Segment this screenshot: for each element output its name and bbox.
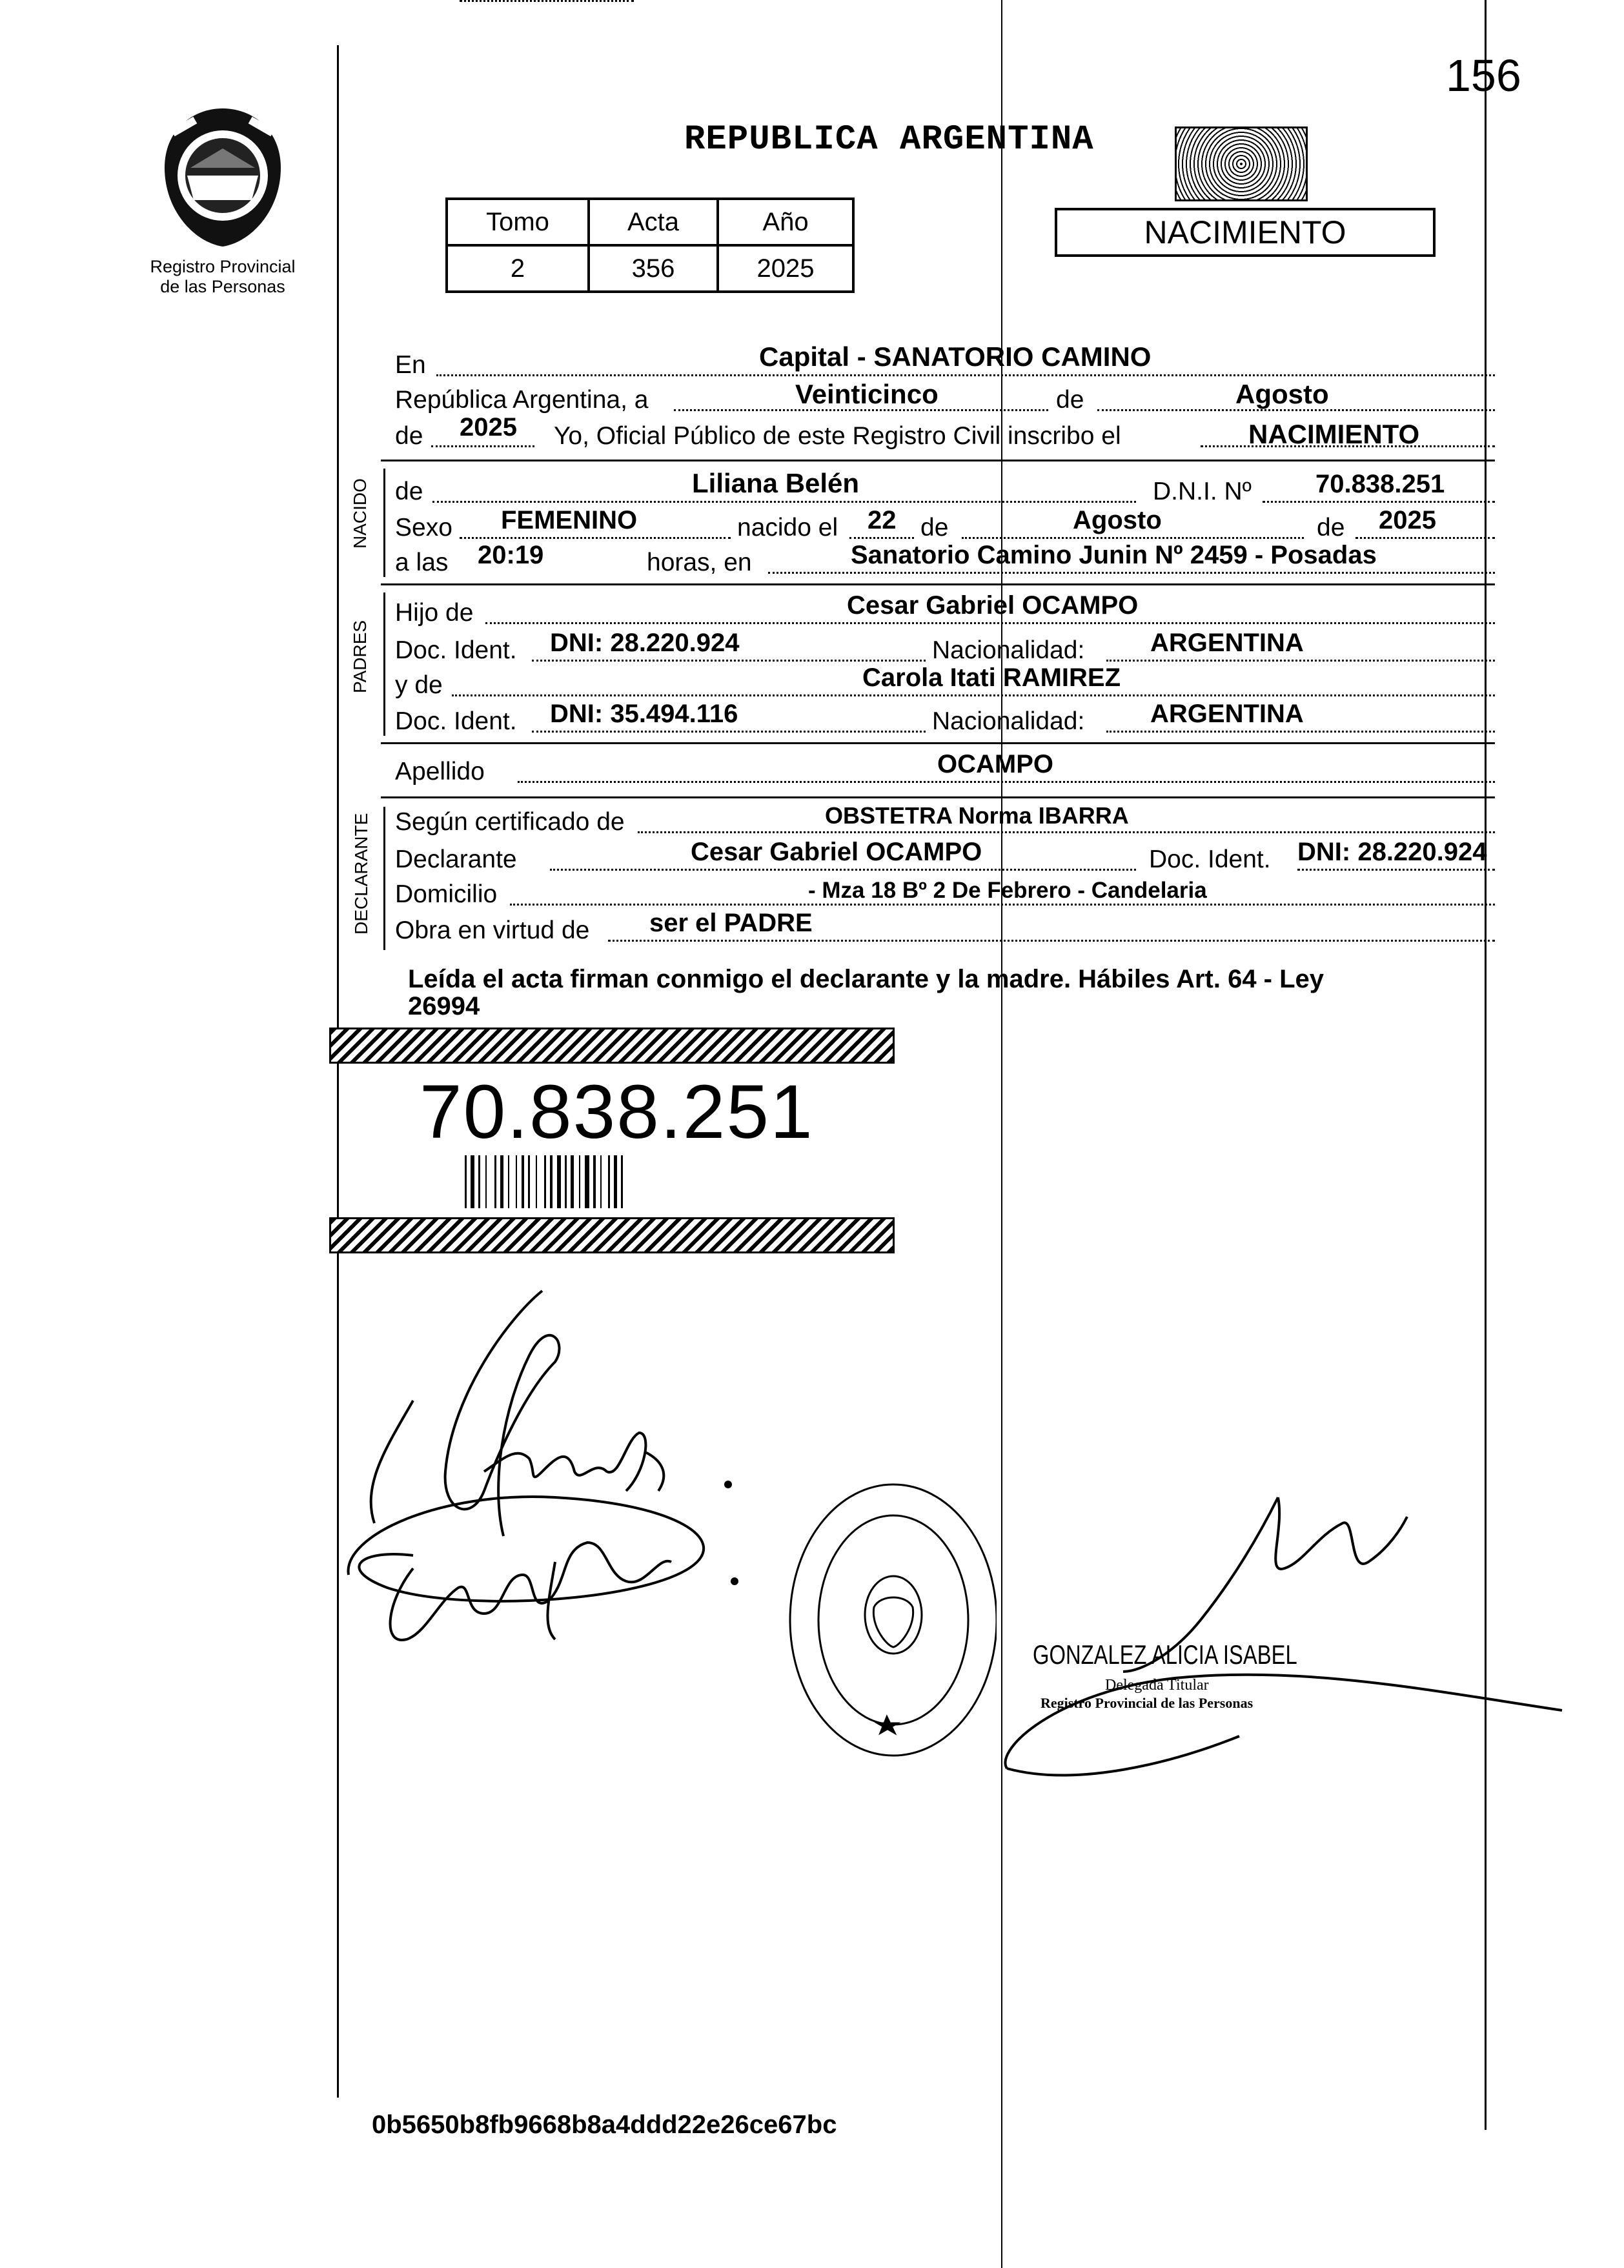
ano-header: Año	[718, 199, 853, 245]
barcode-bar	[565, 1155, 567, 1208]
dotline	[550, 869, 1136, 871]
dotline	[849, 537, 914, 539]
dotline	[485, 622, 1495, 624]
security-band-bottom	[329, 1217, 895, 1253]
volume-act-year-table	[445, 197, 855, 293]
declarante-name-value: Cesar Gabriel OCAMPO	[691, 838, 982, 866]
dotline	[510, 904, 1495, 906]
birth-month-value: Agosto	[1073, 506, 1162, 534]
barcode-bar	[557, 1155, 561, 1208]
domicilio-label: Domicilio	[395, 880, 498, 908]
certificado-label: Según certificado de	[395, 808, 625, 836]
padres-section-label: PADRES	[350, 620, 370, 693]
nacido-de-label-2: de	[920, 514, 949, 542]
registrar-name: GONZALEZ ALICIA ISABEL	[1033, 1639, 1297, 1670]
dotline	[1097, 409, 1495, 411]
mother-nationality-value: ARGENTINA	[1150, 700, 1304, 728]
father-nationality-value: ARGENTINA	[1150, 629, 1304, 657]
barcode-bar	[536, 1155, 537, 1208]
dotline	[431, 445, 534, 447]
mother-name-value: Carola Itati RAMIREZ	[862, 663, 1121, 692]
barcode-bar	[621, 1155, 623, 1208]
barcode-bar	[544, 1155, 546, 1208]
act-type-value: NACIMIENTO	[1248, 419, 1420, 449]
barcode-bar	[585, 1155, 589, 1208]
apellido-label: Apellido	[395, 758, 485, 785]
nacido-section-label: NACIDO	[350, 478, 370, 549]
year-prefix-label: de	[395, 422, 423, 450]
security-band-top	[329, 1028, 895, 1064]
dni-label: D.N.I. Nº	[1153, 478, 1252, 505]
page-number: 156	[1446, 50, 1521, 101]
year-value: 2025	[460, 413, 517, 441]
dotline	[436, 374, 1495, 376]
time-value: 20:19	[478, 541, 544, 569]
de-label: de	[1056, 386, 1084, 414]
barcode-bar	[579, 1155, 580, 1208]
barcode-bar	[516, 1155, 517, 1208]
official-stamp	[784, 1478, 997, 1762]
closing-text: Leída el acta firman conmigo el declarante y la madre. Hábiles Art. 64 - Ley 26994	[408, 965, 1325, 1020]
en-label: En	[395, 351, 426, 379]
registrar-role: Delegada Titular	[1105, 1677, 1209, 1694]
nacido-de-label: de	[395, 478, 423, 505]
barcode-bar	[593, 1155, 596, 1208]
a-las-label: a las	[395, 549, 449, 576]
oficial-text: Yo, Oficial Público de este Registro Civil inscribo el	[554, 422, 1121, 450]
acta-header: Acta	[589, 199, 718, 245]
child-dni-value: 70.838.251	[1315, 470, 1445, 498]
declarante-bracket	[383, 807, 385, 950]
section-divider	[381, 583, 1495, 585]
barcode-bar	[550, 1155, 553, 1208]
horas-label: horas, en	[647, 549, 752, 576]
left-margin-line	[337, 45, 339, 2098]
barcode-bar	[500, 1155, 503, 1208]
hijo-de-label: Hijo de	[395, 599, 474, 627]
section-divider	[381, 742, 1495, 744]
certificado-value: OBSTETRA Norma IBARRA	[825, 802, 1129, 829]
nacido-de-label-3: de	[1317, 514, 1345, 542]
barcode-bar	[571, 1155, 574, 1208]
mother-nationality-label: Nacionalidad:	[932, 707, 1085, 735]
father-dni-value: DNI: 28.220.924	[550, 629, 740, 657]
mother-dni-value: DNI: 35.494.116	[550, 700, 738, 728]
place-value: Capital - SANATORIO CAMINO	[759, 341, 1152, 372]
padres-bracket	[383, 592, 385, 736]
provincial-logo	[155, 103, 290, 252]
barcode-bar	[478, 1155, 480, 1208]
birth-day-value: 22	[868, 506, 897, 534]
sexo-value: FEMENINO	[501, 506, 638, 534]
declarante-dni-value: DNI: 28.220.924	[1297, 838, 1487, 866]
y-de-label: y de	[395, 671, 443, 699]
barcode-bar	[600, 1155, 602, 1208]
barcode-bar	[528, 1155, 530, 1208]
dotline	[638, 831, 1495, 833]
section-divider	[381, 796, 1495, 798]
barcode-bar	[608, 1155, 610, 1208]
document-type-box	[1055, 208, 1436, 257]
tomo-header: Tomo	[447, 199, 589, 245]
dotline	[608, 940, 1495, 942]
dotline	[1297, 869, 1495, 871]
father-doc-label: Doc. Ident.	[395, 636, 517, 664]
child-name-value: Liliana Belén	[692, 468, 860, 498]
mother-doc-label: Doc. Ident.	[395, 707, 517, 735]
month-value: Agosto	[1235, 379, 1329, 409]
father-name-value: Cesar Gabriel OCAMPO	[847, 591, 1139, 620]
declarante-section-label: DECLARANTE	[351, 813, 371, 935]
barcode-bar	[471, 1155, 474, 1208]
obra-label: Obra en virtud de	[395, 916, 590, 944]
country-title: REPUBLICA ARGENTINA	[684, 120, 1094, 159]
barcode-bar	[522, 1155, 524, 1208]
declarant-signature	[336, 1278, 749, 1678]
dotline	[674, 409, 1048, 411]
dotline	[452, 694, 1495, 696]
nacido-el-label: nacido el	[737, 514, 838, 542]
dotline	[460, 537, 731, 539]
dotline	[1106, 731, 1495, 733]
tomo-value: 2	[447, 245, 589, 292]
barcode-bar	[508, 1155, 509, 1208]
logo-caption: Registro Provincial de las Personas	[150, 257, 296, 296]
barcode-bar	[614, 1155, 617, 1208]
document-type: NACIMIENTO	[1144, 214, 1346, 250]
dotline	[1106, 660, 1495, 662]
birth-year-value: 2025	[1379, 506, 1436, 534]
section-divider	[381, 460, 1495, 461]
nacido-bracket	[383, 469, 385, 577]
sexo-label: Sexo	[395, 514, 452, 542]
dotline	[532, 731, 926, 733]
apellido-value: OCAMPO	[937, 750, 1053, 778]
dotline	[962, 537, 1304, 539]
dotline	[518, 781, 1495, 783]
domicilio-value: - Mza 18 Bº 2 De Febrero - Candelaria	[808, 878, 1207, 903]
dotline	[768, 572, 1495, 574]
dotline	[1263, 501, 1495, 503]
dotline	[1355, 537, 1495, 539]
declarante-label: Declarante	[395, 845, 517, 873]
dotline	[460, 0, 634, 2]
birth-place-value: Sanatorio Camino Junin Nº 2459 - Posadas	[851, 541, 1377, 569]
center-fold-line	[1001, 0, 1002, 2268]
registrar-org: Registro Provincial de las Personas	[1040, 1695, 1254, 1711]
day-words-value: Veinticinco	[795, 379, 939, 409]
barcode-bar	[465, 1155, 467, 1208]
declarante-doc-label: Doc. Ident.	[1149, 845, 1271, 873]
dotline	[432, 501, 1136, 503]
id-number: 70.838.251	[420, 1069, 814, 1155]
obra-value: ser el PADRE	[649, 909, 813, 937]
republica-label: República Argentina, a	[395, 386, 649, 414]
father-nationality-label: Nacionalidad:	[932, 636, 1085, 664]
ano-value: 2025	[718, 245, 853, 292]
security-guilloche	[1175, 127, 1308, 201]
acta-value: 356	[589, 245, 718, 292]
document-hash: 0b5650b8fb9668b8a4ddd22e26ce67bc	[372, 2111, 837, 2139]
dotline	[532, 660, 926, 662]
barcode-bar	[494, 1155, 496, 1208]
barcode-bar	[485, 1155, 487, 1208]
barcode	[465, 1155, 768, 1208]
